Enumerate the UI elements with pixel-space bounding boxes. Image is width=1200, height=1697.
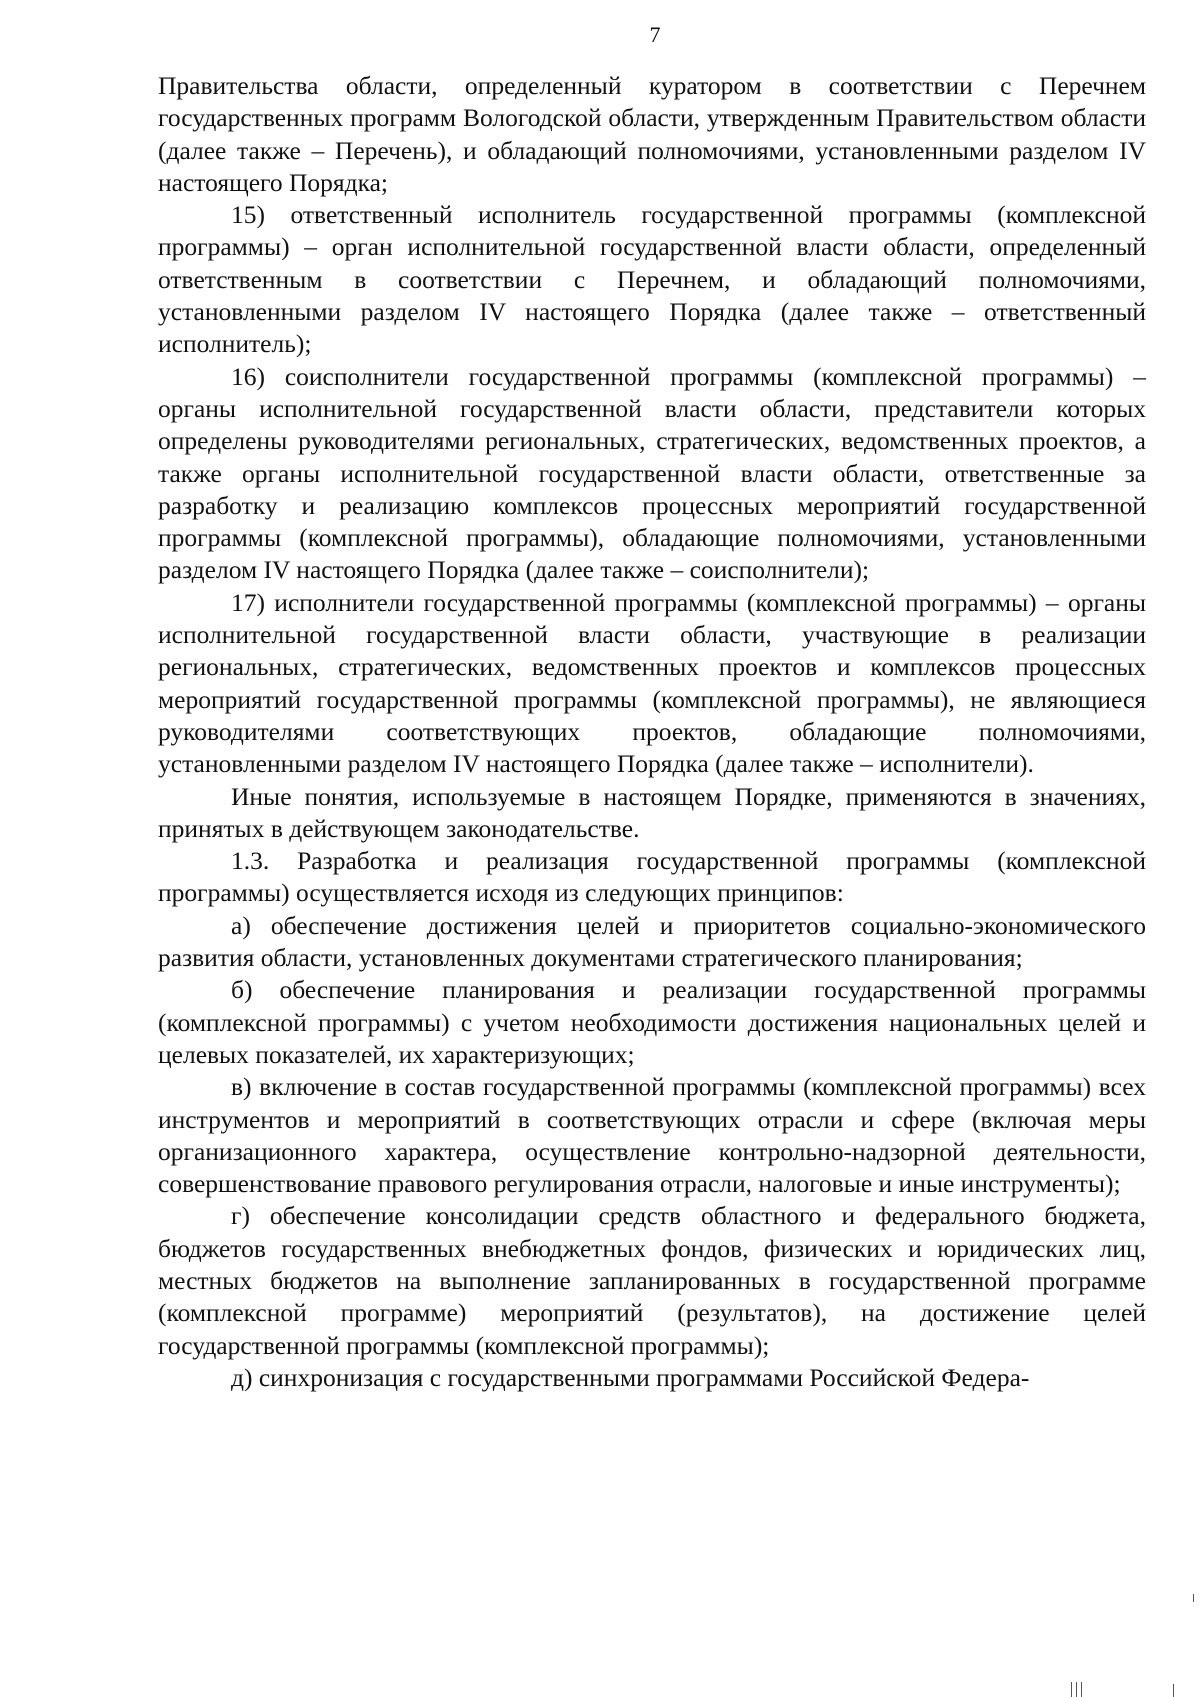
paragraph-item-16: 16) соисполнители государственной программы (комплексной программы) – органы исполнительной государственной власти области, представители которых определены руководителями региональных, стратегических, ведомственных проектов, а также органы исполнительной государственной власти области, ответственные за разработку и реализацию комплексов процессных мероприятий государственной программы (комплексной программы), обладающие полномочиями, установленными разделом IV настоящего Порядка (далее также – соисполнители); [158, 361, 1146, 585]
scan-artifact [1071, 1682, 1072, 1697]
paragraph-principle-a: а) обеспечение достижения целей и приоритетов социально-экономического развития области, установленных документами стратегического планирования; [158, 910, 1146, 973]
scan-artifact [1081, 1682, 1082, 1697]
scan-artifact [1076, 1682, 1077, 1697]
scan-artifact [1173, 1684, 1174, 1697]
paragraph-section-1-3: 1.3. Разработка и реализация государственной программы (комплексной программы) осуществляется исходя из следующих принципов: [158, 846, 1146, 908]
paragraph-other-terms: Иные понятия, используемые в настоящем Порядке, применяются в значениях, принятых в действующем законодательстве. [158, 781, 1146, 843]
paragraph-item-17: 17) исполнители государственной программы (комплексной программы) – органы исполнительной государственной власти области, участвующие в реализации региональных, стратегических, ведомственных проектов и комплексов процессных мероприятий государственной программы (комплексной программы), не являющиеся руководителями соответствующих проектов, обладающие полномочиями, установленными разделом IV настоящего Порядка (далее также – исполнители). [158, 587, 1146, 779]
scan-artifact [1193, 1594, 1194, 1602]
document-body [158, 70, 1146, 1394]
paragraph-curator-definition: Правительства области, определенный куратором в соответствии с Перечнем государственных программ Вологодской области, утвержденным Правительством области (далее также – Перечень), и обладающий полномочиями, установленными разделом IV настоящего Порядка; [158, 71, 1146, 197]
paragraph-principle-v: в) включение в состав государственной программы (комплексной программы) всех инструментов и мероприятий в соответствующих отрасли и сфере (включая меры организационного характера, осуществление контрольно-надзорной деятельности, совершенствование правового регулирования отрасли, налоговые и иные инструменты); [158, 1072, 1146, 1199]
paragraph-item-15: 15) ответственный исполнитель государственной программы (комплексной программы) – орган исполнительной государственной власти области, определенный ответственным в соответствии с Перечнем, и обладающий полномочиями, установленными разделом IV настоящего Порядка (далее также – ответственный исполнитель); [158, 200, 1146, 359]
paragraph-principle-d: д) синхронизация с государственными программами Российской Федера- [231, 1362, 1030, 1392]
page-number: 7 [649, 22, 661, 47]
paragraph-principle-g: г) обеспечение консолидации средств областного и федерального бюджета, бюджетов государственных внебюджетных фондов, физических и юридических лиц, местных бюджетов на выполнение запланированных в государственной программе (комплексной программе) мероприятий (результатов), на достижение целей государственной программы (комплексной программы); [158, 1201, 1146, 1360]
paragraph-principle-b: б) обеспечение планирования и реализации государственной программы (комплексной программы) с учетом необходимости достижения национальных целей и целевых показателей, их характеризующих; [158, 975, 1146, 1069]
